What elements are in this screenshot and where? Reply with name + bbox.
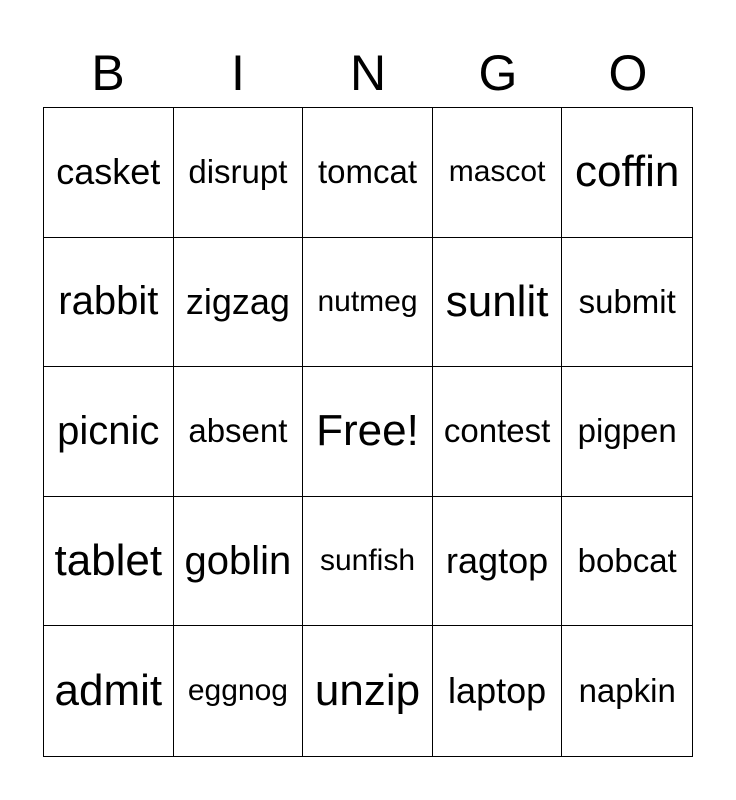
header-letter-o: O bbox=[608, 45, 648, 101]
bingo-cell[interactable]: nutmeg bbox=[303, 238, 433, 368]
bingo-cell[interactable]: coffin bbox=[562, 108, 692, 238]
bingo-cell[interactable]: goblin bbox=[174, 497, 304, 627]
header-letter-b: B bbox=[91, 45, 125, 101]
bingo-cell[interactable]: contest bbox=[433, 367, 563, 497]
header-letter-i: I bbox=[231, 45, 245, 101]
bingo-cell[interactable]: eggnog bbox=[174, 626, 304, 756]
bingo-cell[interactable]: disrupt bbox=[174, 108, 304, 238]
bingo-cell[interactable]: mascot bbox=[433, 108, 563, 238]
bingo-cell[interactable]: tablet bbox=[44, 497, 174, 627]
free-space-cell[interactable]: Free! bbox=[303, 367, 433, 497]
bingo-cell[interactable]: picnic bbox=[44, 367, 174, 497]
bingo-cell[interactable]: zigzag bbox=[174, 238, 304, 368]
bingo-cell[interactable]: sunfish bbox=[303, 497, 433, 627]
bingo-cell[interactable]: pigpen bbox=[562, 367, 692, 497]
header-letter-g: G bbox=[478, 45, 518, 101]
bingo-cell[interactable]: bobcat bbox=[562, 497, 692, 627]
header-letter-n: N bbox=[349, 45, 387, 101]
bingo-cell[interactable]: casket bbox=[44, 108, 174, 238]
bingo-board bbox=[43, 107, 693, 757]
bingo-cell[interactable]: tomcat bbox=[303, 108, 433, 238]
bingo-cell[interactable]: rabbit bbox=[44, 238, 174, 368]
bingo-cell[interactable]: sunlit bbox=[433, 238, 563, 368]
bingo-cell[interactable]: napkin bbox=[578, 672, 676, 710]
bingo-cell[interactable]: submit bbox=[562, 238, 692, 368]
bingo-cell[interactable]: unzip bbox=[303, 626, 433, 756]
bingo-cell[interactable]: laptop bbox=[433, 626, 563, 756]
bingo-cell[interactable]: ragtop bbox=[433, 497, 563, 627]
bingo-header bbox=[43, 38, 693, 108]
bingo-cell[interactable]: absent bbox=[174, 367, 304, 497]
bingo-cell[interactable]: admit bbox=[44, 626, 174, 756]
